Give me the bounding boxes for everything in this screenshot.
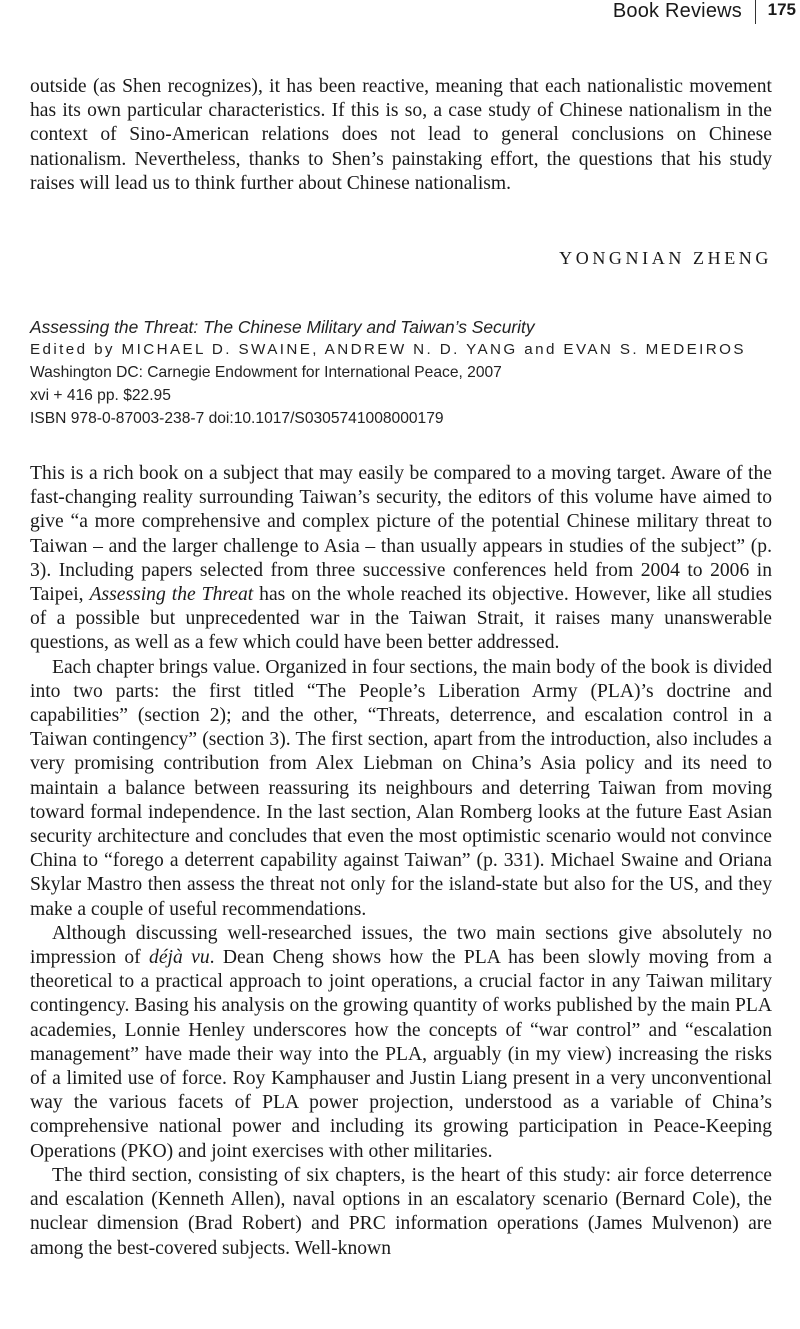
review-p1-book-title: Assessing the Threat (89, 584, 254, 606)
running-head-title: Book Reviews (612, 0, 742, 22)
review-p1-text-b: has on the whole reached its objective. However, like all studies of a possible but unprecedented war in the Taiwan Strait, it raises many unanswerable questions, as well as a few which could have been better addressed. (30, 584, 772, 654)
review-p3-text-a: Although discussing well-researched issues, the two main sections give absolutely no impression of (30, 922, 772, 969)
review-p1-text-a: This is a rich book on a subject that may easily be compared to a moving target. Aware of the fast-changing reality surrounding Taiwan’s security, the editors of this volume have aimed to give “a more comprehensive and complex picture of the potential Chinese military threat to Taiwan – and the larger challenge to Asia – than usually appears in studies of the subject” (p. 3). Including papers selected from three successive conferences held from 2004 to 2006 in Taipei, (30, 463, 772, 606)
review-paragraph-2: Each chapter brings value. Organized in four sections, the main body of the book is divided into two parts: the first titled “The People’s Liberation Army (PLA)’s doctrine and capabilities” (section 2); and the other, “Threats, deterrence, and escalation control in a Taiwan contingency” (section 3). The first section, apart from the introduction, also includes a very promising contribution from Alex Liebman on China’s Asia policy and its need to maintain a balance between reassuring its neighbours and deterring Taiwan from moving toward formal independence. In the last section, Alan Romberg looks at the future East Asian security architecture and concludes that even the most optimistic scenario would not convince China to “forego a deterrent capability against Taiwan” (p. 331). Michael Swaine and Oriana Skylar Mastro then assess the threat not only for the island-state but also for the US, and they make a couple of useful recommendations. (30, 656, 772, 920)
previous-review-closing (30, 75, 772, 196)
review-p3-text-b: . Dean Cheng shows how the PLA has been slowly moving from a theoretical to a practical approach to joint operations, a crucial factor in any Taiwan military contingency. Basing his analysis on the growing quantity of works published by the main PLA academies, Lonnie Henley underscores how the concepts of “war control” and “escalation management” have made their way into the PLA, arguably (in my view) increasing the risks of a limited use of force. Roy Kamphauser and Justin Liang present in a very unconventional way the various facets of PLA power projection, understood as a variable of China’s comprehensive national power and including its growing participation in Peace-Keeping Operations (PKO) and joint exercises with other militaries. (30, 947, 772, 1162)
review-paragraph-4: The third section, consisting of six chapters, is the heart of this study: air force deterrence and escalation (Kenneth Allen), naval options in an escalatory scenario (Bernard Cole), the nuclear dimension (Brad Robert) and PRC information operations (James Mulvenon) are among the best-covered subjects. Well-known (30, 1164, 772, 1259)
book-title: Assessing the Threat: The Chinese Military and Taiwan’s Security (30, 317, 535, 337)
reviewer-name: YONGNIAN ZHENG (559, 248, 772, 268)
previous-review-paragraph: outside (as Shen recognizes), it has been reactive, meaning that each nationalistic movement has its own particular characteristics. If this is so, a case study of Chinese nationalism in the context of Sino-American relations does not lead to general conclusions on Chinese nationalism. Nevertheless, thanks to Shen’s painstaking effort, the questions that his study raises will lead us to think further about Chinese nationalism. (30, 76, 772, 194)
book-publisher: Washington DC: Carnegie Endowment for International Peace, 2007 (30, 364, 502, 381)
running-head (0, 0, 800, 26)
page-number: 175 (767, 0, 796, 19)
running-head-divider (755, 0, 756, 24)
review-p3-italic-phrase: déjà vu (149, 947, 210, 969)
review-paragraph-3 (30, 922, 772, 1164)
book-details (30, 316, 772, 430)
book-isbn-doi: ISBN 978-0-87003-238-7 doi:10.1017/S0305741008000179 (30, 410, 444, 427)
review-body (30, 462, 772, 1261)
book-pages-price: xvi + 416 pp. $22.95 (30, 387, 171, 404)
review-paragraph-1 (30, 462, 772, 656)
book-editors: Edited by MICHAEL D. SWAINE, ANDREW N. D. YANG and EVAN S. MEDEIROS (30, 341, 746, 358)
